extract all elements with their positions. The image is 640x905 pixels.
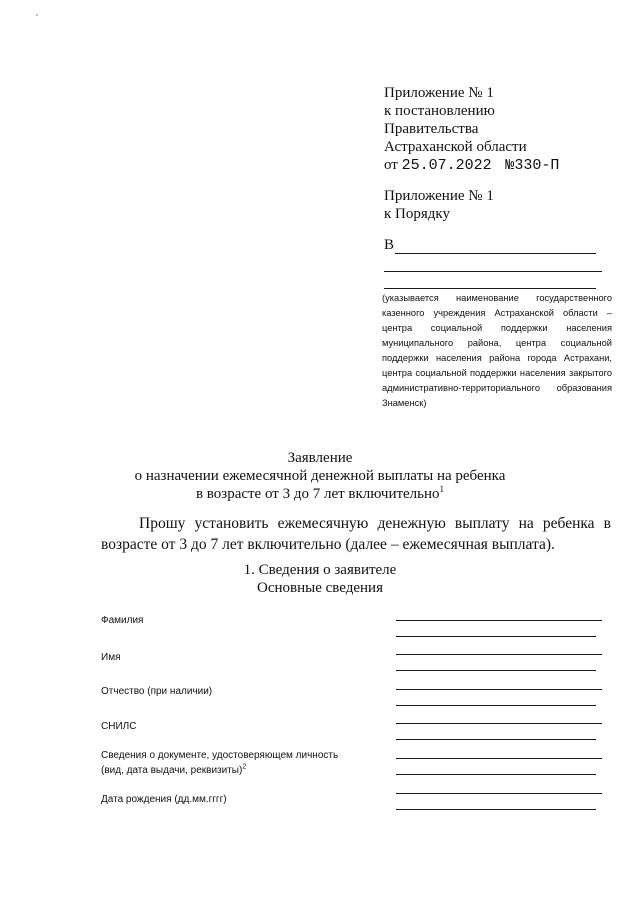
scan-speck (36, 14, 38, 16)
label-snils: СНИЛС (101, 721, 137, 732)
label-name: Имя (101, 652, 121, 663)
snils-line-2[interactable] (396, 739, 596, 740)
label-patronymic: Отчество (при наличии) (101, 686, 213, 697)
request-paragraph: Прошу установить ежемесячную денежную выплату на ребенка в возрасте от 3 до 7 лет включительно (далее – ежемесячная выплата). (101, 515, 611, 553)
patronymic-line-1[interactable] (396, 689, 602, 690)
resolution-number: №330-П (505, 157, 560, 174)
section-heading (0, 561, 640, 597)
addressee-note: (указывается наименование государственного казенного учреждения Астраханской области – центра социальной поддержки населения муниципального района, центра социальной поддержки населения района города Астрахани, центра социальной поддержки населения закрытого административно-территориального образования Знаменск) (382, 293, 612, 408)
appendix-order-header (384, 187, 494, 223)
appendix2-line-1: Приложение № 1 (384, 188, 494, 204)
surname-line-2[interactable] (396, 636, 596, 637)
appendix-date-row (384, 156, 559, 175)
section-subtitle: Основные сведения (257, 580, 383, 596)
appendix-line-1: Приложение № 1 (384, 85, 494, 101)
appendix2-line-2: к Порядку (384, 206, 450, 222)
date-prefix: от (384, 157, 398, 173)
appendix-line-2: к постановлению (384, 103, 495, 119)
appendix-header (384, 84, 559, 175)
id-doc-line-2[interactable] (396, 774, 596, 775)
section-title: 1. Сведения о заявителе (243, 562, 397, 578)
label-id-document-line-1: Сведения о документе, удостоверяющем личность (101, 750, 339, 761)
label-surname: Фамилия (101, 615, 144, 626)
title-line-1: Заявление (287, 450, 353, 466)
addressee-prefix: В (384, 237, 395, 253)
id-doc-line-1[interactable] (396, 758, 602, 759)
birth-date-line-2[interactable] (396, 809, 596, 810)
id-doc-footnote: 2 (242, 763, 247, 771)
label-id-document-line-2 (101, 763, 338, 778)
resolution-date: 25.07.2022 (401, 157, 492, 174)
document-title (0, 449, 640, 503)
title-footnote: 1 (439, 484, 445, 494)
name-line-1[interactable] (396, 654, 602, 655)
label-id-document-line-2-text: (вид, дата выдачи, реквизиты) (101, 765, 243, 776)
addressee-line-1[interactable] (395, 253, 596, 254)
label-birth-date: Дата рождения (дд.мм.гггг) (101, 794, 227, 805)
addressee-line-3[interactable] (384, 288, 596, 289)
birth-date-line-1[interactable] (396, 793, 602, 794)
addressee-line-2[interactable] (384, 271, 602, 272)
surname-line-1[interactable] (396, 620, 602, 621)
title-line-3-text: в возрасте от 3 до 7 лет включительно (195, 486, 440, 502)
appendix-line-4: Астраханской области (384, 139, 527, 155)
label-id-document (101, 748, 338, 778)
patronymic-line-2[interactable] (396, 705, 596, 706)
title-line-2: о назначении ежемесячной денежной выплаты на ребенка (134, 468, 506, 484)
snils-line-1[interactable] (396, 723, 602, 724)
name-line-2[interactable] (396, 670, 596, 671)
title-line-3 (0, 485, 640, 503)
appendix-line-3: Правительства (384, 121, 479, 137)
